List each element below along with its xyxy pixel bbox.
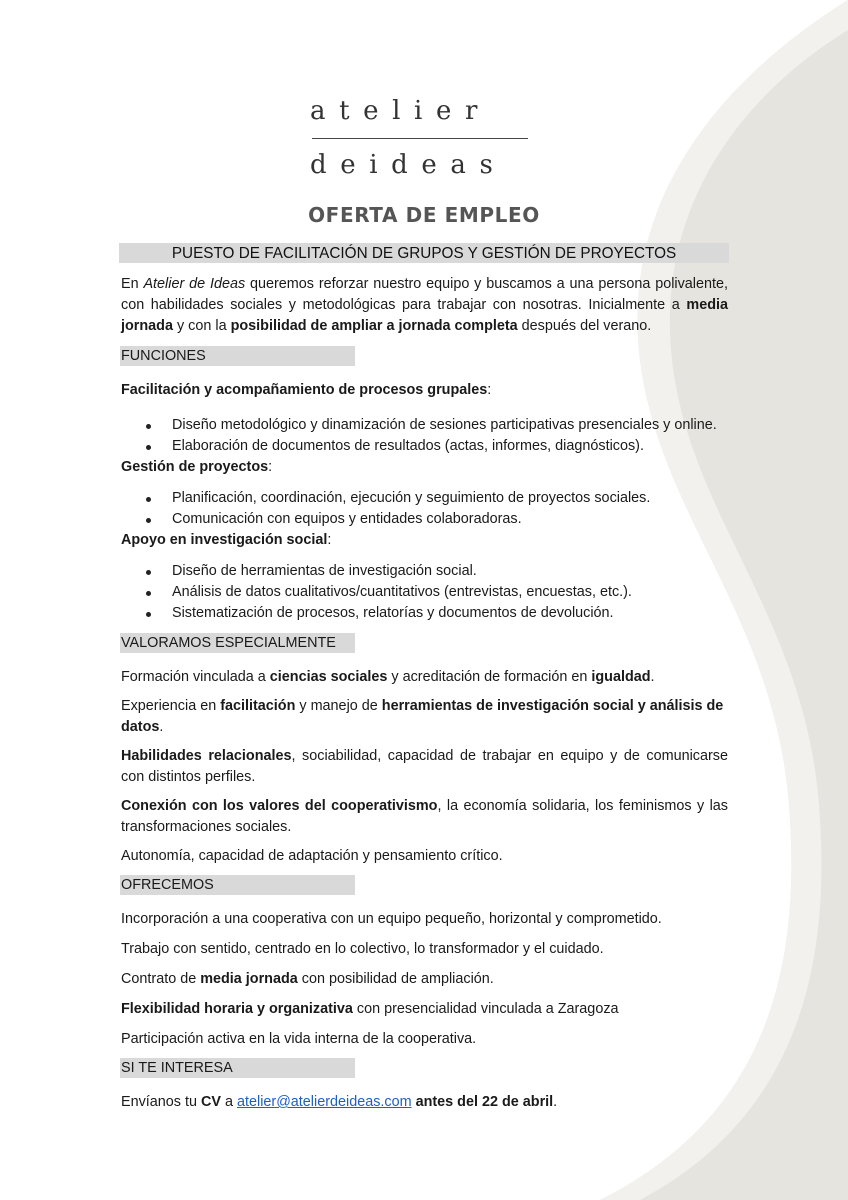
intro-highlight: media jornada — [121, 297, 728, 334]
deadline: antes del 22 de abril — [415, 1094, 554, 1110]
text: , la economía solidaria, los feminismos y las transformaciones sociales. — [121, 798, 729, 835]
section-heading-ofrecemos: OFRECEMOS — [120, 875, 355, 895]
intro-text: después del verano. — [517, 318, 652, 334]
list-item: Comunicación con equipos y entidades colaboradoras. — [121, 509, 728, 530]
company-logo — [310, 96, 532, 180]
function-list — [121, 488, 728, 530]
valued-item: Autonomía, capacidad de adaptación y pensamiento crítico. — [121, 848, 503, 864]
text: Experiencia en — [121, 698, 221, 714]
text: . — [159, 719, 164, 735]
highlight: herramientas de investigación social y análisis de datos — [121, 698, 724, 735]
email-link[interactable]: atelier@atelierdeideas.com — [237, 1094, 412, 1110]
offer-body — [121, 274, 728, 1113]
text: y manejo de — [295, 698, 382, 714]
function-group-title — [121, 530, 728, 551]
offer-item: Incorporación a una cooperativa con un equipo pequeño, horizontal y comprometido. — [121, 911, 662, 927]
intro-highlight: posibilidad de ampliar a jornada completa — [230, 318, 518, 334]
text: Contrato de — [121, 971, 201, 987]
valued-item — [121, 696, 728, 738]
text: , sociabilidad, capacidad de trabajar en equipo y de comunicarse con distintos perfiles. — [121, 748, 728, 785]
intro-paragraph — [121, 274, 728, 337]
group-title-suffix: : — [268, 459, 273, 475]
text: con presencialidad vinculada a Zaragoza — [352, 1001, 619, 1017]
list-item: Análisis de datos cualitativos/cuantitativos (entrevistas, encuestas, etc.). — [121, 582, 728, 603]
list-item: Diseño metodológico y dinamización de sesiones participativas presenciales y online. — [121, 415, 728, 436]
section-heading-valoramos: VALORAMOS ESPECIALMENTE — [120, 633, 355, 653]
highlight: CV — [201, 1094, 221, 1110]
group-title-suffix: : — [487, 382, 492, 398]
text: Formación vinculada a — [121, 669, 270, 685]
highlight: media jornada — [200, 971, 298, 987]
highlight: Conexión con los valores del cooperativismo — [121, 798, 438, 814]
highlight: Flexibilidad horaria y organizativa — [121, 1001, 353, 1017]
highlight: ciencias sociales — [269, 669, 388, 685]
offer-item: Trabajo con sentido, centrado en lo colectivo, lo transformador y el cuidado. — [121, 941, 604, 957]
function-list — [121, 561, 728, 624]
function-group-title — [121, 457, 728, 478]
application-instructions — [121, 1092, 728, 1113]
text: . — [650, 669, 655, 685]
text: . — [553, 1094, 558, 1110]
offer-item — [121, 969, 728, 990]
valued-item — [121, 796, 728, 838]
group-title-text: Gestión de proyectos — [121, 459, 269, 475]
logo-line-1: atelier — [310, 96, 491, 126]
page-title: OFERTA DE EMPLEO — [308, 203, 540, 227]
list-item: Planificación, coordinación, ejecución y seguimiento de proyectos sociales. — [121, 488, 728, 509]
text: y acreditación de formación en — [387, 669, 592, 685]
offer-item: Participación activa en la vida interna de la cooperativa. — [121, 1031, 477, 1047]
section-heading-interesa: SI TE INTERESA — [120, 1058, 355, 1078]
section-heading-funciones: FUNCIONES — [120, 346, 355, 366]
intro-text: En — [121, 276, 144, 292]
list-item: Elaboración de documentos de resultados (actas, informes, diagnósticos). — [121, 436, 728, 457]
highlight: facilitación — [220, 698, 296, 714]
highlight: Habilidades relacionales — [121, 748, 292, 764]
valued-item — [121, 667, 728, 688]
highlight: igualdad — [591, 669, 651, 685]
valued-item — [121, 746, 728, 788]
group-title-text: Apoyo en investigación social — [121, 532, 328, 548]
text: a — [221, 1094, 237, 1110]
group-title-text: Facilitación y acompañamiento de procesos grupales — [121, 382, 488, 398]
function-list — [121, 415, 728, 457]
intro-text: y con la — [172, 318, 231, 334]
list-item: Diseño de herramientas de investigación social. — [121, 561, 728, 582]
function-group-title — [121, 380, 728, 401]
position-subtitle: PUESTO DE FACILITACIÓN DE GRUPOS Y GESTIÓN DE PROYECTOS — [119, 243, 729, 263]
list-item: Sistematización de procesos, relatorías y documentos de devolución. — [121, 603, 728, 624]
text: Envíanos tu — [121, 1094, 201, 1110]
group-title-suffix: : — [327, 532, 332, 548]
company-name: Atelier de Ideas — [143, 276, 246, 292]
intro-text: queremos reforzar nuestro equipo y buscamos a una persona polivalente, con habilidades sociales y metodológicas para trabajar con nosotras. Inicialmente a — [121, 276, 729, 313]
logo-line-2: deideas — [310, 150, 507, 180]
offer-item — [121, 999, 728, 1020]
logo-divider — [312, 138, 528, 139]
text: con posibilidad de ampliación. — [297, 971, 494, 987]
